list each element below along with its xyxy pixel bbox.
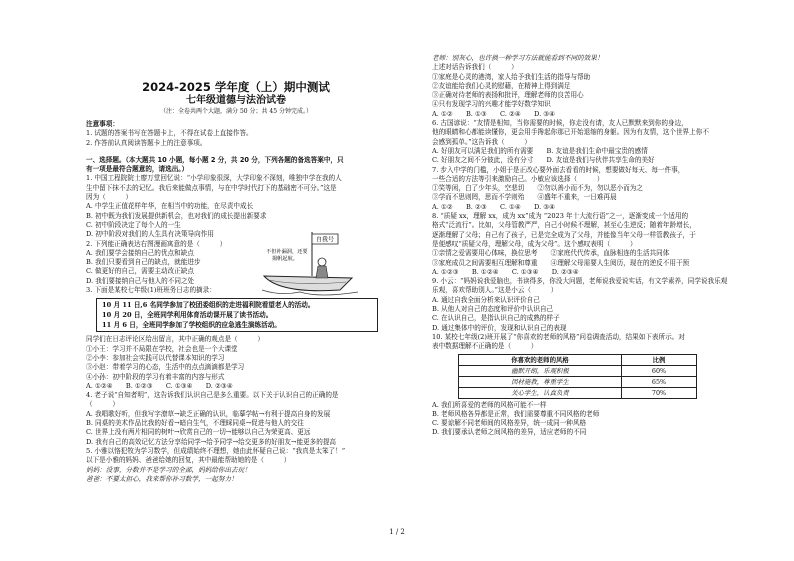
text-line: ①小王：学习并不局限在学校，社会也是一个大课堂 [86, 344, 238, 353]
question-10-options [432, 401, 732, 438]
text-line: 因为（ ） [86, 193, 133, 202]
text-line: ①家庭是心灵的港湾，家人给予我们生活的指导与帮助 [432, 72, 591, 81]
text-line: A. 好朋友可以满足我们的所有需要 B. 友谊是我们生命中最宝贵的感情 [432, 146, 648, 155]
text-line: 1. 中国工程院院士廖万堂回忆说：“小学印象很深，大学印象不深刻，唯独中学在我的人 [86, 174, 342, 183]
text-line: C. 初中阶段决定了每个人的一生 [86, 220, 181, 229]
section-heading: 有一项是最符合题意的，请选出。） [86, 165, 189, 174]
text-line: 10. 某校七年级(2)班开展了“你喜欢的老师的风格”问卷调查活动，结果如下表所示。对 [432, 332, 685, 341]
text-line: A. 中学生正值花样年华，在相当中的功能，在尽责中成长 [86, 202, 254, 211]
table-cell: 关心学生，认真负责 [459, 387, 622, 398]
text-line: B. 同桌的美术作品比我的好看→暗自生气，不理睬同桌→促进与他人的交往 [86, 419, 304, 428]
text-line: 5. 小雅以恪犯牧为学习数学，但成绩始终不理想，她由此怀疑自己说：“我真是太笨了！” [86, 446, 346, 455]
text-line: A. ①②④ B. ①②③ C. ①③④ D. ②③④ [86, 381, 233, 390]
text-line: A. ①② B. ②③ C. ①④ D. ③④ [432, 202, 556, 211]
text-line: 9. 小云：“妈妈说我爱脑也，书读得多，你没大问题，老师说我爱说实话，有文学素养，同学说我乐观 [432, 277, 728, 286]
right-column [432, 0, 732, 438]
class-log-box [96, 298, 378, 332]
table-cell: 60% [622, 365, 697, 376]
text-line: 7. 步入中学的门槛，小姐于是正改心要外面去看看的时候，想要做好每天、每一件事， [432, 165, 685, 174]
text-line: ③家庭成员之间需要相互理解和尊重 ④理解父母需要人生阅历，现在的逆反不用干预 [432, 258, 690, 267]
text-line: 表中数据理解不正确的是（ ） [432, 342, 538, 351]
text-line: ②友谊能给我们心灵的慰藉，在精神上得到满足 [432, 81, 571, 90]
text-line: C. 要谅解不同老师间的风格差异，统一成同一种风格 [432, 419, 587, 428]
person-body [316, 266, 328, 278]
text-line: 爸爸：不要太担心，我来帮你补习数学，一起努力！ [86, 474, 238, 483]
speech-line: 不但补漏洞，还要 [266, 249, 308, 255]
text-line: C. 做更好的自己，需要主动改正缺点 [86, 267, 194, 276]
text-line: 是便感叹“质疑父母，理解父母，成为父母”。这个感叹表明（ ） [432, 239, 637, 248]
text-line: C. 在认识自己，是指认识自己的成熟的样子 [432, 314, 560, 323]
text-line: C. 好朋友之间不分彼此，没有分寸 D. 友谊是我们与伙伴共享生命的美好 [432, 156, 655, 165]
cartoon-illustration [260, 224, 360, 300]
table-cell: 65% [622, 376, 697, 387]
text-line: D. 我们要接纳自己与他人的不同之处 [86, 276, 195, 285]
flag-text: 自我号 [315, 236, 335, 244]
text-line: D. 我有自己的高效记忆方法分享给同学→给予同学→给交更多的好朋友→能更多的提高 [86, 437, 337, 446]
table-cell: 因材施教，尊重学生 [459, 376, 622, 387]
text-line: ③学而不思则罔，思而不学则殆 ④盛年不重来，一日难再晨 [432, 193, 617, 202]
text-line: 3. 下面是某校七年级(1)班班务日志的摘录： [86, 286, 216, 295]
text-line: ①笑等闲，白了少年头，空悲切 ②勿以善小而不为，勿以恶小而为之 [432, 184, 643, 193]
text-line: 6. 古国谚说：“友情是相知，当你需要的时候，你走没有请，友人已默默来到你的身边， [432, 119, 688, 128]
log-entry: 11 月 6 日，全班同学参加了学校组织的应急逃生演练活动。 [102, 321, 281, 330]
text-line: 会感到孤单。”这告诉我（ ） [432, 137, 531, 146]
question-5-10 [432, 54, 732, 352]
question-2 [86, 240, 261, 296]
table-header: 比例 [622, 354, 697, 365]
person-head [318, 258, 326, 266]
survey-table [458, 354, 697, 399]
speech-line: 揚帆起航。 [272, 256, 298, 262]
text-line: B. 我们只要看到自己的缺点，就能进步 [86, 258, 201, 267]
text-line: 8. “质疑 xx，理解 xx，成为 xx”成为 “2023 年十大流行语”之一，逐渐变成一个适用的 [432, 212, 689, 221]
exam-note: （注：全卷共两个大题，满分 50 分；共 45 分钟完成。） [160, 108, 312, 115]
section-heading: 一、选择题。（本大题共 10 小题，每小题 2 分，共 20 分，下列各题的备选答案中，只 [86, 155, 344, 164]
text-line: 以下是小雅的妈妈、爸爸给她的回复，其中最能帮助她的是（ ） [86, 456, 291, 465]
text-line: （ ） [86, 400, 119, 409]
table-header: 你喜欢的老师的风格 [459, 354, 622, 365]
text-line: 一些合适的方法等引来激励自己。小敏应该选择（ ） [432, 174, 604, 183]
text-line: A. 我唱歌好听，但我写字潦草→缺乏正确的认识，临摹学帖→有利于提高自身的发展 [86, 409, 331, 418]
table-cell: 70% [622, 387, 697, 398]
text-line: 乐观，喜欢帮助别人。”这是小云（ ） [432, 286, 558, 295]
exam-title: 2024-2025 学年度（上）期中测试 [142, 80, 330, 94]
log-entry: 10 月 20 日，全班同学利用体育活动课开展了读书活动。 [102, 311, 273, 320]
text-line: ④只有发现学习的兴趣才能学好数学知识 [432, 100, 551, 109]
table-cell: 幽默开朗，乐观积极 [459, 365, 622, 376]
text-line: 上述对话告诉我们（ ） [432, 63, 518, 72]
text-line: 逐渐理解了父母；自己有了孩子，已是完全成为了父母，并能像当年父母一样管教孩子，于 [432, 230, 696, 239]
log-entry: 10 月 11 日,6 名同学参加了校团委组织的走进福利院看望老人的活动。 [102, 301, 315, 310]
text-line: 他的眼睛和心都能读懂你，更会用手搀起你那已开始退缩的身躯。因为有友情，这个世界上你不 [432, 128, 709, 137]
table-row [459, 365, 697, 376]
text-line: C. 世界上没有两片相同的树叶→欣赏自己的一切→能够以自己为荣更高、更远 [86, 428, 311, 437]
notes-heading: 注意事项： [86, 120, 119, 128]
text-line: A. 通过自我全面分析来认识评价自己 [432, 295, 540, 304]
page-number: 1 / 2 [389, 528, 405, 536]
text-line: 生中留下抹不去的记忆。我后来能做点事情，与在中学时代打下的基础密不可分。”这是 [86, 183, 337, 192]
text-line: 2. 下列能正确表达右图漫画寓意的是（ ） [86, 239, 227, 248]
text-line: ④小孙：初中阶段的学习有着丰富的内容与形式 [86, 372, 225, 381]
text-line: B. 初中既为我们发展提供新机会，也对我们的成长提出新要求 [86, 211, 267, 220]
text-line: 妈妈：没事，分数并不是学习的全部，妈妈给你出去玩！ [86, 465, 251, 474]
table-row [459, 376, 697, 387]
table-header-row [459, 354, 697, 365]
text-line: D. 我们要承认老师之间风格的差异，适应老师的不同 [432, 428, 587, 437]
text-line: A. 我们要学会接纳自己的优点和缺点 [86, 248, 194, 257]
text-line: ①亲情之爱需要用心体味，换位思考 ②家庭代代传承，血脉相连的生活共同体 [432, 249, 670, 258]
text-line: A. ①②③ B. ①②④ C. ①③④ D. ②③④ [432, 267, 579, 276]
text-line: B. 老师风格各异都是正常，我们需要尊重不同风格的老师 [432, 409, 600, 418]
exam-subtitle: 七年级道德与法治试卷 [186, 95, 286, 106]
text-line: 同学们在日志评论区给出留言，其中正确的观点是（ ） [86, 335, 265, 344]
question-3-5 [86, 335, 386, 484]
text-line: 老师：别灰心，也许换一种学习方法就能看到不同的效果！ [432, 54, 604, 62]
text-line: ②小李：参加社会实践可以代替课本知识的学习 [86, 353, 225, 362]
text-line: 格式“泛流行”。比如，父母管教严严，自己小时候不理解，甚至心生逆反；随着年龄增长， [432, 221, 696, 230]
text-line: B. 从他人对自己的态度和评价中认识自己 [432, 305, 554, 314]
text-line: D. 通过集体中的评价，发现和认识自己的表现 [432, 323, 567, 332]
notes-item: 1. 试题的答案书写在答题卡上，不得在试卷上直接作答。 [86, 129, 253, 138]
text-line: A. 我们所喜爱的老师的风格可能不一样 [432, 400, 547, 409]
text-line: ③小赵：带着学习的心态，生活中的点点滴滴都是学习 [86, 363, 245, 372]
text-line: D. 初中阶段对我们的人生具有决策导向作用 [86, 230, 214, 239]
text-line: A. ①② B. ①③ C. ②④ D. ③④ [432, 109, 556, 118]
table-row [459, 387, 697, 398]
notes-item: 2. 作答前认真阅读答题卡上的注意事项。 [86, 138, 207, 147]
text-line: 4. 老子说“自知者明”，这告诉我们认识自己是多么重要。以下关于认识自己的正确的是 [86, 391, 339, 400]
text-line: ③正确对待老师的表扬和批评，理解老师的良苦用心 [432, 91, 584, 100]
